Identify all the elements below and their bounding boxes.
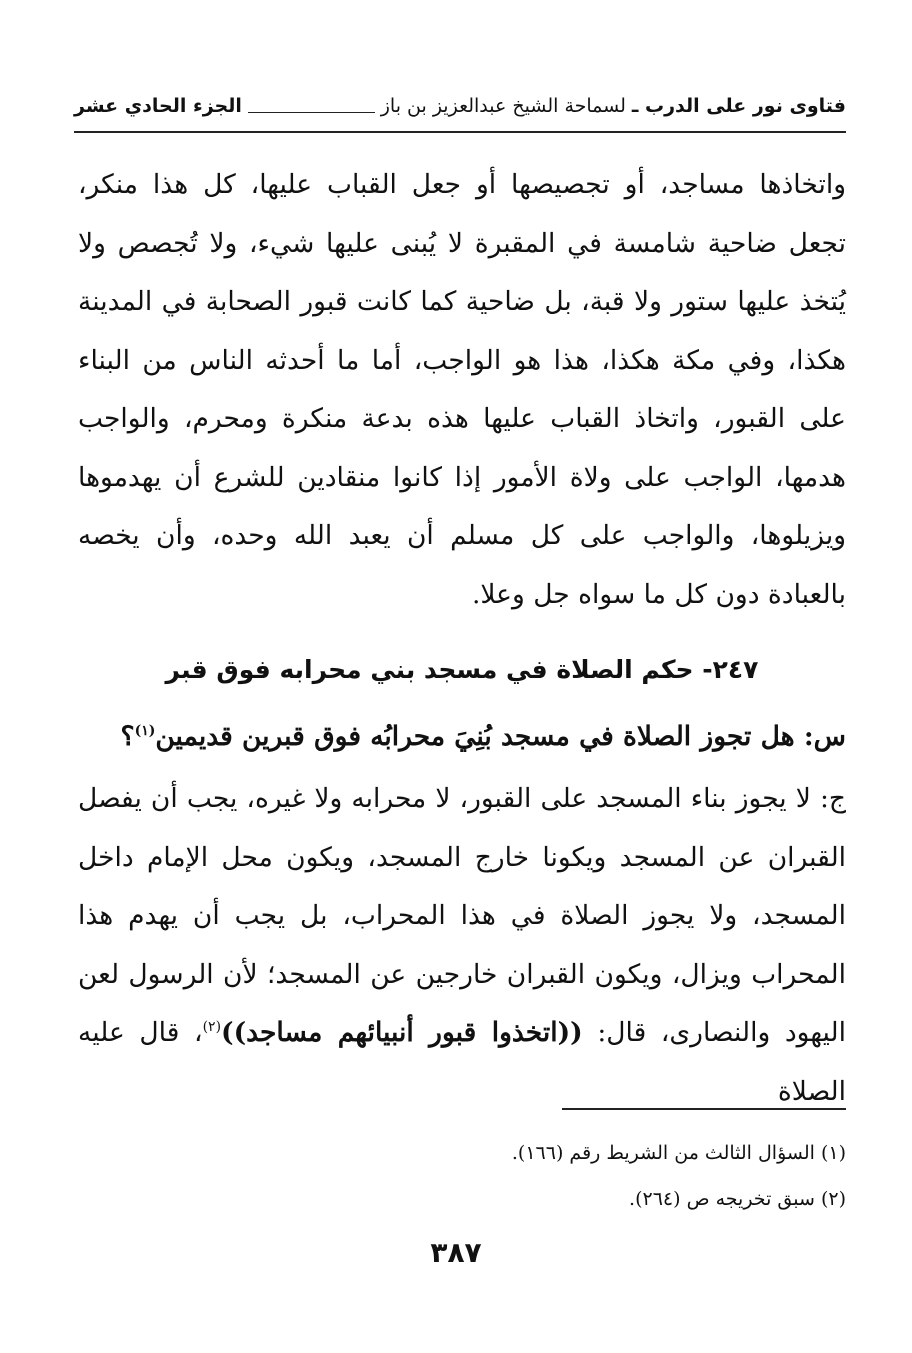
answer-paragraph xyxy=(78,770,846,1121)
question-mark: ؟ xyxy=(120,721,135,752)
opening-paragraph: واتخاذها مساجد، أو تجصيصها أو جعل القباب عليها، كل هذا منكر، تجعل ضاحية شامسة في المقبرة لا يُبنى عليها شيء، ولا تُجصص ولا يُتخذ عليها ستور ولا قبة، بل ضاحية كما كانت قبور الصحابة في المدينة هكذا، وفي مكة هكذا، هذا هو الواجب، أما ما أحدثه الناس من البناء على القبور، واتخاذ القباب عليها هذه بدعة منكرة ومحرم، والواجب هدمها، الواجب على ولاة الأمور إذا كانوا منقادين للشرع أن يهدموها ويزيلوها، والواجب على كل مسلم أن يعبد الله وحده، وأن يخصه بالعبادة دون كل ما سواه جل وعلا. xyxy=(78,169,846,610)
question-text: س: هل تجوز الصلاة في مسجد بُنِيَ محرابُه فوق قبرين قديمين xyxy=(155,721,846,752)
footnote-1: (١) السؤال الثالث من الشريط رقم (١٦٦). xyxy=(511,1142,846,1164)
hadith-quote: ((اتخذوا قبور أنبيائهم مساجد)) xyxy=(221,1017,583,1048)
volume-label: الجزء الحادي عشر xyxy=(74,95,242,117)
footnote-ref-2: (٢) xyxy=(202,1019,222,1036)
question xyxy=(78,712,846,762)
answer-continuation: ، قال عليه الصلاة xyxy=(78,1017,846,1107)
section-heading: ٢٤٧- حكم الصلاة في مسجد بني محرابه فوق قبر xyxy=(165,655,759,684)
footnotes xyxy=(78,1130,846,1222)
author-name: لسماحة الشيخ عبدالعزيز بن باز xyxy=(380,95,626,117)
answer-text: ج: لا يجوز بناء المسجد على القبور، لا محرابه ولا غيره، يجب أن يفصل القبران عن المسجد ويكونا خارج المسجد، ويكون محل الإمام داخل المسجد، ولا يجوز الصلاة في هذا المحراب، بل يجب أن يهدم هذا المحراب ويزال، ويكون القبران خارجين عن المسجد؛ لأن الرسول لعن اليهود والنصارى، قال: xyxy=(78,783,846,1048)
header-dash-rule xyxy=(248,112,375,113)
page-number: ٣٨٧ xyxy=(430,1236,482,1269)
running-header xyxy=(74,88,846,124)
footnote-2: (٢) سبق تخريجه ص (٢٦٤). xyxy=(629,1188,846,1210)
footnote-ref-1: (١) xyxy=(134,723,156,740)
header-divider xyxy=(74,131,846,133)
footnote-divider xyxy=(562,1108,846,1110)
book-title: فتاوى نور على الدرب ـ xyxy=(631,95,846,117)
